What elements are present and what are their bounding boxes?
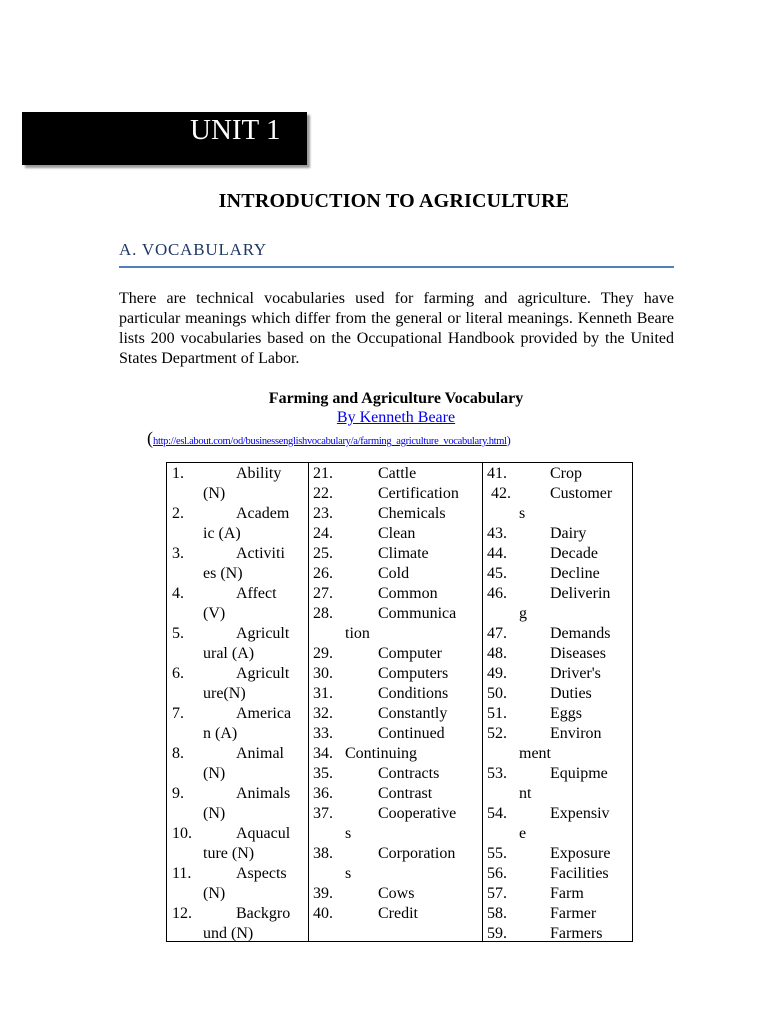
entry-number: 42. — [491, 485, 511, 502]
entry-number: 54. — [487, 805, 507, 822]
entry-word: Diseases — [550, 645, 606, 662]
entry-word-continuation: (N) — [203, 885, 226, 902]
entry-number: 22. — [313, 485, 333, 502]
entry-number: 23. — [313, 505, 333, 522]
entry-number: 21. — [313, 465, 333, 482]
entry-number: 10. — [172, 825, 192, 842]
entry-word: Academ — [236, 505, 290, 522]
entry-word-continuation: s — [345, 825, 352, 842]
entry-word: Cows — [378, 885, 415, 902]
entry-number: 12. — [172, 905, 192, 922]
vocabulary-entry — [308, 464, 482, 484]
entry-number: 52. — [487, 725, 507, 742]
entry-word: Eggs — [550, 705, 582, 722]
entry-word: Ability — [236, 465, 282, 482]
entry-word-continuation: ture (N) — [203, 845, 255, 862]
vocabulary-column-1 — [167, 463, 309, 941]
entry-word-continuation: es (N) — [203, 565, 243, 582]
vocabulary-entry-continuation — [167, 924, 308, 944]
entry-number: 51. — [487, 705, 507, 722]
vocabulary-entry — [167, 504, 308, 524]
author-link[interactable]: By Kenneth Beare — [336, 409, 456, 426]
vocabulary-entry — [167, 744, 308, 764]
entry-word: Farmer — [550, 905, 597, 922]
vocabulary-entry — [308, 644, 482, 664]
vocabulary-entry — [308, 844, 482, 864]
entry-word: Communica — [378, 605, 457, 622]
entry-word: Deliverin — [550, 585, 611, 602]
vocabulary-entry-continuation — [308, 864, 482, 884]
entry-word-continuation: (N) — [203, 765, 226, 782]
entry-word: Backgro — [236, 905, 291, 922]
entry-number: 7. — [172, 705, 184, 722]
entry-word: Aspects — [236, 865, 287, 882]
entry-word: Chemicals — [378, 505, 446, 522]
section-divider — [119, 266, 674, 268]
entry-number: 40. — [313, 905, 333, 922]
entry-word: Activiti — [236, 545, 285, 562]
entry-word: Common — [378, 585, 438, 602]
intro-paragraph: There are technical vocabularies used for farming and agriculture. They have particular meanings which differ from the general or literal meanings. Kenneth Beare lists 200 vocabularies based on the Occupational Handbook provided by the United States Department of Labor. — [119, 290, 674, 367]
vocabulary-entry-continuation — [482, 604, 634, 624]
entry-word: Climate — [378, 545, 429, 562]
page-title: INTRODUCTION TO AGRICULTURE — [218, 190, 570, 212]
vocabulary-entry — [308, 564, 482, 584]
vocabulary-entry — [482, 924, 634, 944]
vocabulary-entry — [482, 864, 634, 884]
entry-word: Expensiv — [550, 805, 610, 822]
entry-word-continuation: (N) — [203, 805, 226, 822]
entry-number: 39. — [313, 885, 333, 902]
vocabulary-entry — [308, 724, 482, 744]
entry-word-continuation: e — [519, 825, 527, 842]
entry-word-continuation: und (N) — [203, 925, 254, 942]
entry-word: Customer — [550, 485, 613, 502]
entry-word-continuation: ment — [519, 745, 551, 762]
entry-number: 2. — [172, 505, 184, 522]
vocabulary-entry-continuation — [482, 504, 634, 524]
entry-number: 38. — [313, 845, 333, 862]
vocabulary-entry — [482, 764, 634, 784]
vocabulary-entry — [308, 664, 482, 684]
entry-number: 43. — [487, 525, 507, 542]
entry-number: 5. — [172, 625, 184, 642]
entry-word: Crop — [550, 465, 582, 482]
vocabulary-entry — [308, 904, 482, 924]
entry-number: 4. — [172, 585, 184, 602]
vocabulary-entry — [482, 804, 634, 824]
entry-word: Equipme — [550, 765, 608, 782]
entry-word: Continuing — [345, 745, 418, 762]
entry-word-continuation: n (A) — [203, 725, 238, 742]
vocabulary-entry — [482, 644, 634, 664]
vocabulary-entry — [308, 484, 482, 504]
entry-word-continuation: (N) — [203, 485, 226, 502]
vocabulary-entry-continuation — [167, 844, 308, 864]
entry-word: Decline — [550, 565, 600, 582]
vocabulary-column-3 — [482, 463, 634, 941]
vocabulary-title: Farming and Agriculture Vocabulary — [268, 390, 524, 407]
vocabulary-entry — [308, 744, 482, 764]
entry-number: 31. — [313, 685, 333, 702]
entry-word-continuation: ural (A) — [203, 645, 255, 662]
entry-number: 27. — [313, 585, 333, 602]
entry-word: Contrast — [378, 785, 433, 802]
entry-number: 8. — [172, 745, 184, 762]
vocabulary-entry-continuation — [167, 764, 308, 784]
entry-number: 26. — [313, 565, 333, 582]
entry-number: 30. — [313, 665, 333, 682]
vocabulary-entry-continuation — [167, 724, 308, 744]
vocabulary-entry — [308, 804, 482, 824]
entry-number: 11. — [172, 865, 192, 882]
vocabulary-entry — [482, 884, 634, 904]
entry-word-continuation: s — [345, 865, 352, 882]
entry-number: 32. — [313, 705, 333, 722]
entry-word-continuation: tion — [345, 625, 370, 642]
source-url-link[interactable]: http://esl.about.com/od/businessenglishvocabulary/a/farming_agriculture_vocabulary.html — [153, 436, 507, 447]
entry-word: Affect — [236, 585, 277, 602]
vocabulary-entry — [308, 764, 482, 784]
entry-word-continuation: ure(N) — [203, 685, 246, 702]
entry-number: 41. — [487, 465, 507, 482]
entry-number: 50. — [487, 685, 507, 702]
entry-number: 48. — [487, 645, 507, 662]
entry-number: 35. — [313, 765, 333, 782]
entry-number: 3. — [172, 545, 184, 562]
section-heading: A. VOCABULARY — [119, 240, 267, 259]
vocabulary-entry — [308, 784, 482, 804]
vocabulary-entry — [482, 464, 634, 484]
vocabulary-entry — [308, 544, 482, 564]
entry-word: Animals — [236, 785, 291, 802]
vocabulary-entry-continuation — [167, 604, 308, 624]
unit-title: UNIT 1 — [190, 114, 281, 146]
entry-word-continuation: (V) — [203, 605, 226, 622]
entry-word-continuation: g — [519, 605, 527, 622]
entry-word: Cold — [378, 565, 410, 582]
entry-word: Animal — [236, 745, 284, 762]
entry-number: 24. — [313, 525, 333, 542]
entry-number: 1. — [172, 465, 184, 482]
entry-word: Environ — [550, 725, 602, 742]
vocabulary-entry — [482, 664, 634, 684]
vocabulary-entry — [482, 484, 634, 504]
entry-word: Constantly — [378, 705, 448, 722]
entry-number: 53. — [487, 765, 507, 782]
entry-word: Farm — [550, 885, 584, 902]
vocabulary-entry-continuation — [167, 644, 308, 664]
entry-word: Credit — [378, 905, 418, 922]
vocabulary-entry-continuation — [308, 624, 482, 644]
vocabulary-table — [166, 462, 633, 942]
entry-word: Demands — [550, 625, 611, 642]
entry-word: Clean — [378, 525, 416, 542]
entry-word: Cooperative — [378, 805, 457, 822]
vocabulary-entry — [308, 524, 482, 544]
vocabulary-entry — [482, 724, 634, 744]
vocabulary-author — [0, 409, 768, 427]
entry-number: 34. — [313, 745, 333, 762]
entry-word: Computers — [378, 665, 449, 682]
vocabulary-entry — [167, 704, 308, 724]
vocabulary-entry — [482, 584, 634, 604]
entry-word-continuation: nt — [519, 785, 532, 802]
entry-word: Continued — [378, 725, 445, 742]
entry-number: 33. — [313, 725, 333, 742]
entry-number: 37. — [313, 805, 333, 822]
vocabulary-entry — [308, 704, 482, 724]
entry-word: Aquacul — [236, 825, 291, 842]
entry-word: Conditions — [378, 685, 449, 702]
entry-word: Exposure — [550, 845, 611, 862]
entry-word: Farmers — [550, 925, 603, 942]
entry-number: 36. — [313, 785, 333, 802]
vocabulary-entry — [167, 544, 308, 564]
vocabulary-entry — [482, 844, 634, 864]
entry-word: Computer — [378, 645, 442, 662]
entry-word: Corporation — [378, 845, 456, 862]
entry-number: 58. — [487, 905, 507, 922]
vocabulary-entry — [308, 584, 482, 604]
entry-word: Agricult — [236, 665, 290, 682]
vocabulary-entry-continuation — [308, 824, 482, 844]
vocabulary-entry — [482, 684, 634, 704]
entry-word: Contracts — [378, 765, 440, 782]
vocabulary-entry — [482, 904, 634, 924]
entry-number: 6. — [172, 665, 184, 682]
entry-number: 55. — [487, 845, 507, 862]
vocabulary-entry-continuation — [167, 804, 308, 824]
vocabulary-entry — [167, 624, 308, 644]
entry-word: Decade — [550, 545, 598, 562]
entry-word: America — [236, 705, 292, 722]
vocabulary-entry-continuation — [167, 484, 308, 504]
vocabulary-entry — [308, 604, 482, 624]
entry-number: 44. — [487, 545, 507, 562]
entry-number: 9. — [172, 785, 184, 802]
source-open-paren: ( — [147, 428, 153, 448]
entry-number: 28. — [313, 605, 333, 622]
entry-number: 45. — [487, 565, 507, 582]
entry-number: 46. — [487, 585, 507, 602]
vocabulary-entry — [482, 704, 634, 724]
entry-word: Facilities — [550, 865, 609, 882]
source-close-paren: ) — [506, 433, 511, 447]
entry-word: Agricult — [236, 625, 290, 642]
vocabulary-entry — [167, 664, 308, 684]
vocabulary-column-2 — [308, 463, 483, 941]
entry-word: Certification — [378, 485, 459, 502]
vocabulary-entry — [167, 584, 308, 604]
vocabulary-entry — [482, 624, 634, 644]
entry-word: Dairy — [550, 525, 587, 542]
vocabulary-entry-continuation — [482, 784, 634, 804]
vocabulary-entry-continuation — [167, 884, 308, 904]
entry-number: 29. — [313, 645, 333, 662]
vocabulary-entry — [167, 824, 308, 844]
entry-number: 49. — [487, 665, 507, 682]
vocabulary-entry — [308, 884, 482, 904]
vocabulary-entry-continuation — [167, 524, 308, 544]
vocabulary-entry — [308, 504, 482, 524]
vocabulary-entry-continuation — [482, 824, 634, 844]
entry-number: 47. — [487, 625, 507, 642]
vocabulary-entry — [482, 524, 634, 544]
entry-number: 25. — [313, 545, 333, 562]
vocabulary-entry — [167, 464, 308, 484]
entry-word: Duties — [550, 685, 592, 702]
entry-word-continuation: ic (A) — [203, 525, 241, 542]
entry-number: 56. — [487, 865, 507, 882]
vocabulary-entry-continuation — [482, 744, 634, 764]
vocabulary-entry — [167, 904, 308, 924]
vocabulary-entry — [308, 684, 482, 704]
vocabulary-entry — [167, 784, 308, 804]
vocabulary-entry — [482, 544, 634, 564]
vocabulary-entry-continuation — [167, 564, 308, 584]
entry-number: 59. — [487, 925, 507, 942]
entry-word: Cattle — [378, 465, 417, 482]
vocabulary-entry-continuation — [167, 684, 308, 704]
entry-word: Driver's — [550, 665, 601, 682]
entry-word-continuation: s — [519, 505, 526, 522]
entry-number: 57. — [487, 885, 507, 902]
vocabulary-entry — [482, 564, 634, 584]
source-citation — [147, 428, 511, 449]
vocabulary-entry — [167, 864, 308, 884]
